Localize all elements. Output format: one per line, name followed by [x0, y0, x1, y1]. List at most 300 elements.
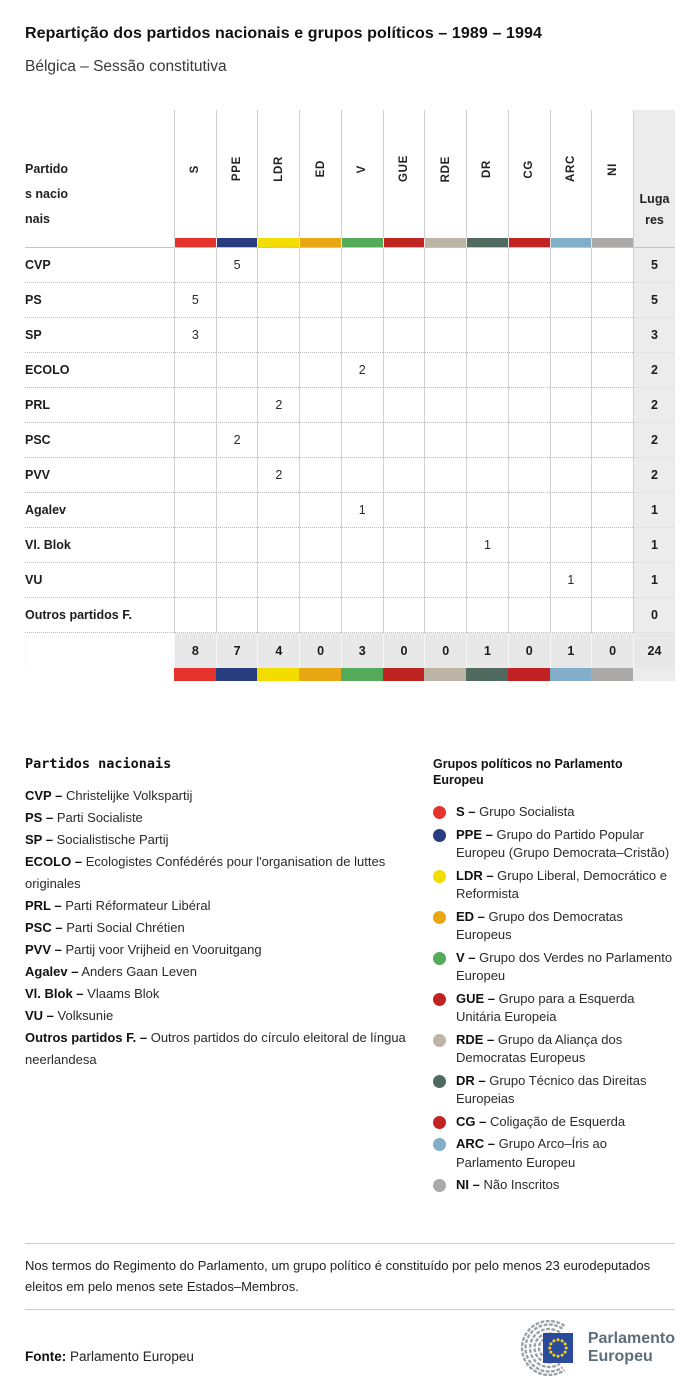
group-code-label: RDE: [439, 155, 452, 183]
legend-group-color-dot: [433, 829, 446, 842]
seat-count-cell: [591, 458, 633, 493]
seat-count-cell: [299, 493, 341, 528]
legend-group-abbr: ED –: [456, 908, 485, 924]
group-code-label: ARC: [564, 155, 577, 183]
seat-count-cell: [299, 458, 341, 493]
group-total-cell: 0: [591, 633, 633, 668]
seat-count-cell: [216, 458, 258, 493]
legend-group-text: RDE – Grupo da Aliança dos Democratas Europeus: [456, 1031, 623, 1065]
totals-row-spacer: [25, 633, 174, 668]
logo-line-1: Parlamento: [587, 1329, 675, 1347]
legend-party-abbr: Vl. Blok –: [25, 986, 84, 1001]
legend-group-abbr: GUE –: [456, 990, 496, 1006]
group-code-label: ED: [314, 160, 327, 178]
group-total-cell: 0: [383, 633, 425, 668]
seat-count-cell: [216, 598, 258, 633]
group-code-label: LDR: [272, 156, 285, 182]
seat-count-cell: [174, 353, 216, 388]
seat-count-cell: [550, 458, 592, 493]
seat-count-cell: [341, 528, 383, 563]
seat-count-cell: [508, 388, 550, 423]
group-color-swatch-bottom-ed: [299, 668, 341, 681]
legend-party-abbr: PVV –: [25, 942, 62, 957]
seat-count-cell: [257, 353, 299, 388]
party-row-label: Outros partidos F.: [25, 598, 174, 633]
group-total-cell: 4: [257, 633, 299, 668]
group-color-swatch-bottom-gue: [383, 668, 425, 681]
party-row-label: Vl. Blok: [25, 528, 174, 563]
group-code-label: S: [189, 164, 202, 174]
parties-table: [25, 110, 675, 681]
logo-wordmark: [588, 1330, 675, 1366]
seat-count-cell: [466, 493, 508, 528]
footnote-text: Nos termos do Regimento do Parlamento, um grupo político é constituído por pelo menos 23 eurodeputados eleitos em pelo menos sete Estados–Membros.: [25, 1257, 651, 1294]
legend-group-item: [433, 803, 675, 822]
seat-count-cell: [341, 423, 383, 458]
legend-party-item: [25, 829, 423, 851]
seat-count-cell: [424, 353, 466, 388]
party-row-label: PSC: [25, 423, 174, 458]
legend-group-color-dot: [433, 1034, 446, 1047]
seat-count-cell: [550, 388, 592, 423]
seat-count-cell: [257, 563, 299, 598]
seat-count-cell: 2: [257, 388, 299, 423]
seat-count-cell: 2: [257, 458, 299, 493]
legend-group-abbr: ARC –: [456, 1136, 496, 1151]
legend-group-abbr: PPE –: [456, 826, 493, 842]
seat-count-cell: [216, 318, 258, 353]
group-color-swatch-s: [174, 238, 216, 248]
legend-party-abbr: SP –: [25, 832, 53, 847]
legend-party-name: Christelijke Volkspartij: [65, 788, 193, 803]
seat-count-cell: [383, 458, 425, 493]
divider-top: [25, 1243, 675, 1244]
party-row-label: VU: [25, 563, 174, 598]
legend-party-abbr: VU –: [25, 1008, 54, 1023]
legend-group-abbr: DR –: [456, 1072, 486, 1088]
legend-group-item: [433, 826, 675, 863]
legend-group-abbr: S –: [456, 804, 476, 819]
legend-group-color-dot: [433, 911, 446, 924]
seat-count-cell: [424, 563, 466, 598]
seat-count-cell: [591, 248, 633, 283]
legend-party-item: [25, 807, 423, 829]
seats-header-rule: [633, 238, 675, 248]
group-column-header-ldr: [257, 110, 299, 238]
group-color-swatch-ni: [591, 238, 633, 248]
seat-count-cell: [466, 563, 508, 598]
seat-count-cell: [216, 388, 258, 423]
seat-count-cell: [257, 318, 299, 353]
group-total-cell: 3: [341, 633, 383, 668]
group-total-cell: 0: [299, 633, 341, 668]
legend-party-name: Vlaams Blok: [87, 986, 160, 1001]
seat-count-cell: 1: [466, 528, 508, 563]
legend-party-item: [25, 851, 423, 895]
seat-count-cell: [550, 283, 592, 318]
group-color-swatch-rde: [424, 238, 466, 248]
party-row-label: Agalev: [25, 493, 174, 528]
group-column-header-dr: [466, 110, 508, 238]
seat-count-cell: [174, 388, 216, 423]
legend-group-item: [433, 1135, 675, 1172]
group-code-label: GUE: [397, 155, 410, 183]
legend-group-text: NI – Não Inscritos: [456, 1177, 560, 1192]
seat-count-cell: [591, 598, 633, 633]
grand-total-seats: 24: [633, 633, 675, 668]
legend-party-abbr: CVP –: [25, 788, 63, 803]
group-column-header-ni: [591, 110, 633, 238]
legend-groups-title: Grupos políticos no Parlamento Europeu: [433, 757, 623, 787]
legend-national-parties: [25, 756, 423, 1071]
seat-count-cell: [591, 493, 633, 528]
seat-count-cell: [424, 458, 466, 493]
seat-count-cell: [383, 423, 425, 458]
seat-count-cell: [299, 388, 341, 423]
seat-count-cell: [383, 353, 425, 388]
seat-count-cell: [466, 458, 508, 493]
seat-count-cell: [174, 248, 216, 283]
seat-count-cell: 3: [174, 318, 216, 353]
seat-count-cell: [174, 528, 216, 563]
seat-count-cell: [466, 318, 508, 353]
seat-count-cell: [216, 353, 258, 388]
seat-count-cell: [216, 283, 258, 318]
seat-count-cell: [508, 353, 550, 388]
legend-political-groups: [433, 756, 675, 1199]
legend-group-color-dot: [433, 806, 446, 819]
seat-count-cell: [424, 283, 466, 318]
seats-column-header-label: Lugares: [639, 192, 670, 227]
seat-count-cell: [466, 423, 508, 458]
seat-count-cell: [341, 248, 383, 283]
legend-parties-title: Partidos nacionais: [25, 756, 172, 772]
legend-group-color-dot: [433, 1075, 446, 1088]
seat-count-cell: [174, 458, 216, 493]
group-color-swatch-bottom-rde: [424, 668, 466, 681]
row-seats-total: 5: [633, 283, 675, 318]
party-row-label: CVP: [25, 248, 174, 283]
legend-party-abbr: PRL –: [25, 898, 62, 913]
legend-party-abbr: PS –: [25, 810, 54, 825]
seat-count-cell: [174, 423, 216, 458]
seat-count-cell: [550, 598, 592, 633]
legend-group-color-dot: [433, 1116, 446, 1129]
seat-count-cell: [383, 388, 425, 423]
group-column-header-rde: [424, 110, 466, 238]
group-color-swatch-gue: [383, 238, 425, 248]
seat-count-cell: [257, 248, 299, 283]
seat-count-cell: [424, 528, 466, 563]
legend-party-item: [25, 961, 423, 983]
seat-count-cell: [257, 528, 299, 563]
footer-bar-left: [25, 668, 174, 681]
seat-count-cell: 1: [550, 563, 592, 598]
legend-party-name: Parti Social Chrétien: [66, 920, 185, 935]
seat-count-cell: [424, 388, 466, 423]
legend-group-abbr: RDE –: [456, 1031, 495, 1047]
legend-group-item: [433, 1031, 675, 1068]
legend-party-name: Anders Gaan Leven: [81, 964, 198, 979]
group-total-cell: 0: [508, 633, 550, 668]
seat-count-cell: [466, 248, 508, 283]
legend-group-item: [433, 949, 675, 986]
source-line: [25, 1349, 194, 1364]
seat-count-cell: [341, 458, 383, 493]
seat-count-cell: [424, 598, 466, 633]
seat-count-cell: [383, 598, 425, 633]
group-code-label: NI: [606, 162, 619, 176]
seat-count-cell: [341, 598, 383, 633]
legend-party-name: Outros partidos do círculo eleitoral de língua neerlandesa: [25, 1030, 406, 1067]
row-seats-total: 2: [633, 353, 675, 388]
seat-count-cell: [299, 423, 341, 458]
group-color-swatch-bottom-ppe: [216, 668, 258, 681]
row-seats-total: 3: [633, 318, 675, 353]
group-color-swatch-dr: [466, 238, 508, 248]
seat-count-cell: [508, 248, 550, 283]
legend-party-item: [25, 785, 423, 807]
seat-count-cell: [341, 388, 383, 423]
seat-count-cell: [508, 493, 550, 528]
legend-party-item: [25, 1027, 423, 1071]
legend-party-item: [25, 917, 423, 939]
seat-count-cell: [591, 423, 633, 458]
ep-hemicycle-flag-icon: [511, 1320, 579, 1376]
seat-count-cell: [383, 318, 425, 353]
seat-count-cell: [591, 353, 633, 388]
seat-count-cell: [383, 283, 425, 318]
seat-count-cell: [383, 493, 425, 528]
seat-count-cell: [508, 528, 550, 563]
seat-count-cell: [383, 563, 425, 598]
legend-group-item: [433, 1072, 675, 1109]
group-total-cell: 1: [466, 633, 508, 668]
seat-count-cell: 5: [216, 248, 258, 283]
page-subtitle: Bélgica – Sessão constitutiva: [25, 58, 227, 75]
seat-count-cell: [508, 458, 550, 493]
seat-count-cell: [550, 423, 592, 458]
legend-group-text: PPE – Grupo do Partido Popular Europeu (Grupo Democrata–Cristão): [456, 826, 670, 860]
group-color-swatch-cg: [508, 238, 550, 248]
legends-section: [25, 756, 675, 1199]
legend-group-text: ED – Grupo dos Democratas Europeus: [456, 908, 623, 942]
legend-group-abbr: NI –: [456, 1177, 480, 1192]
seat-count-cell: [299, 318, 341, 353]
seat-count-cell: [591, 528, 633, 563]
row-seats-total: 1: [633, 563, 675, 598]
legend-group-text: CG – Coligação de Esquerda: [456, 1113, 626, 1129]
seat-count-cell: [466, 598, 508, 633]
seat-count-cell: [424, 248, 466, 283]
seat-count-cell: [383, 528, 425, 563]
group-color-swatch-bottom-ldr: [257, 668, 299, 681]
legend-party-abbr: Agalev –: [25, 964, 79, 979]
seat-count-cell: [550, 353, 592, 388]
group-color-swatch-v: [341, 238, 383, 248]
party-row-label: SP: [25, 318, 174, 353]
group-color-swatch-bottom-cg: [508, 668, 550, 681]
party-row-label: PRL: [25, 388, 174, 423]
legend-party-abbr: Outros partidos F. –: [25, 1030, 148, 1045]
source-value: Parlamento Europeu: [70, 1348, 194, 1364]
legend-parties-items: [25, 785, 423, 1071]
legend-group-abbr: V –: [456, 949, 476, 965]
seat-count-cell: [257, 423, 299, 458]
seat-count-cell: [550, 318, 592, 353]
seat-count-cell: [174, 493, 216, 528]
seat-count-cell: 5: [174, 283, 216, 318]
seat-count-cell: [424, 423, 466, 458]
legend-party-item: [25, 1005, 423, 1027]
party-row-label: PS: [25, 283, 174, 318]
legend-party-name: Parti Socialiste: [56, 810, 143, 825]
seat-count-cell: [424, 318, 466, 353]
group-column-header-gue: [383, 110, 425, 238]
group-total-cell: 7: [216, 633, 258, 668]
source-label: Fonte:: [25, 1348, 67, 1364]
legend-group-item: [433, 990, 675, 1027]
group-column-header-s: [174, 110, 216, 238]
seat-count-cell: [591, 388, 633, 423]
legend-group-item: [433, 867, 675, 904]
group-color-swatch-ed: [299, 238, 341, 248]
group-column-header-v: [341, 110, 383, 238]
group-total-cell: 1: [550, 633, 592, 668]
seat-count-cell: [299, 248, 341, 283]
seat-count-cell: [550, 528, 592, 563]
group-code-label: V: [356, 164, 369, 174]
page-footer: [25, 1320, 675, 1376]
seat-count-cell: [299, 598, 341, 633]
seat-count-cell: [383, 248, 425, 283]
seat-count-cell: [341, 563, 383, 598]
header-rule-left: [25, 238, 174, 248]
legend-group-color-dot: [433, 993, 446, 1006]
seats-column-header: [633, 110, 675, 238]
legend-group-item: [433, 1113, 675, 1132]
group-color-swatch-ppe: [216, 238, 258, 248]
legend-group-item: [433, 908, 675, 945]
seat-count-cell: [591, 563, 633, 598]
group-color-swatch-arc: [550, 238, 592, 248]
seat-count-cell: [257, 283, 299, 318]
page-title: Repartição dos partidos nacionais e grupos políticos – 1989 – 1994: [25, 25, 542, 42]
seat-count-cell: [591, 283, 633, 318]
seat-count-cell: [550, 248, 592, 283]
group-total-cell: 0: [424, 633, 466, 668]
group-total-cell: 8: [174, 633, 216, 668]
legend-group-text: GUE – Grupo para a Esquerda Unitária Europeia: [456, 990, 635, 1024]
legend-group-color-dot: [433, 1179, 446, 1192]
legend-group-color-dot: [433, 1138, 446, 1151]
legend-group-text: V – Grupo dos Verdes no Parlamento Europeu: [456, 949, 673, 983]
legend-party-abbr: PSC –: [25, 920, 63, 935]
legend-party-name: Socialistische Partij: [56, 832, 169, 847]
group-code-label: DR: [481, 159, 494, 178]
legend-party-abbr: ECOLO –: [25, 854, 83, 869]
seat-count-cell: [508, 598, 550, 633]
seat-count-cell: [174, 563, 216, 598]
legend-party-name: Parti Réformateur Libéral: [65, 898, 211, 913]
seat-count-cell: 2: [216, 423, 258, 458]
party-column-header-label: Partidos nacionais: [25, 162, 69, 226]
seat-count-cell: [550, 493, 592, 528]
group-code-label: CG: [523, 159, 536, 179]
seat-count-cell: [508, 283, 550, 318]
seat-count-cell: [216, 528, 258, 563]
seat-count-cell: [341, 283, 383, 318]
legend-party-item: [25, 895, 423, 917]
group-color-swatch-bottom-arc: [550, 668, 592, 681]
legend-group-color-dot: [433, 870, 446, 883]
legend-party-item: [25, 983, 423, 1005]
seat-count-cell: [508, 423, 550, 458]
seat-count-cell: [341, 318, 383, 353]
group-column-header-arc: [550, 110, 592, 238]
seat-count-cell: [174, 598, 216, 633]
european-parliament-logo: [511, 1320, 675, 1376]
row-seats-total: 0: [633, 598, 675, 633]
group-column-header-cg: [508, 110, 550, 238]
legend-group-abbr: LDR –: [456, 867, 494, 883]
seat-count-cell: 1: [341, 493, 383, 528]
party-row-label: PVV: [25, 458, 174, 493]
eu-flag-icon: [543, 1333, 573, 1363]
group-color-swatch-bottom-dr: [466, 668, 508, 681]
legend-groups-items: [433, 803, 675, 1195]
divider-bottom: [25, 1309, 675, 1310]
legend-group-text: S – Grupo Socialista: [456, 804, 575, 819]
seats-column-cap: [633, 668, 675, 681]
seat-count-cell: [299, 353, 341, 388]
row-seats-total: 1: [633, 528, 675, 563]
row-seats-total: 2: [633, 423, 675, 458]
seat-count-cell: [257, 493, 299, 528]
row-seats-total: 2: [633, 458, 675, 493]
seat-count-cell: [466, 388, 508, 423]
legend-group-text: LDR – Grupo Liberal, Democrático e Reformista: [456, 867, 667, 901]
seat-count-cell: [466, 283, 508, 318]
party-column-header: [25, 110, 174, 238]
group-color-swatch-bottom-v: [341, 668, 383, 681]
legend-group-abbr: CG –: [456, 1113, 487, 1129]
seat-count-cell: 2: [341, 353, 383, 388]
row-seats-total: 2: [633, 388, 675, 423]
seat-count-cell: [466, 353, 508, 388]
seat-count-cell: [216, 563, 258, 598]
seat-count-cell: [508, 318, 550, 353]
seat-count-cell: [591, 318, 633, 353]
seat-count-cell: [508, 563, 550, 598]
seat-count-cell: [216, 493, 258, 528]
legend-party-item: [25, 939, 423, 961]
legend-group-text: DR – Grupo Técnico das Direitas Europeias: [456, 1072, 647, 1106]
party-row-label: ECOLO: [25, 353, 174, 388]
group-color-swatch-bottom-s: [174, 668, 216, 681]
legend-party-name: Volksunie: [57, 1008, 114, 1023]
group-color-swatch-ldr: [257, 238, 299, 248]
row-seats-total: 1: [633, 493, 675, 528]
seat-count-cell: [299, 528, 341, 563]
legend-group-text: ARC – Grupo Arco–Íris ao Parlamento Europeu: [456, 1136, 608, 1170]
seat-count-cell: [299, 283, 341, 318]
legend-group-item: [433, 1176, 675, 1195]
group-code-label: PPE: [231, 156, 244, 182]
logo-line-2: Europeu: [587, 1347, 653, 1365]
seat-count-cell: [299, 563, 341, 598]
group-column-header-ppe: [216, 110, 258, 238]
